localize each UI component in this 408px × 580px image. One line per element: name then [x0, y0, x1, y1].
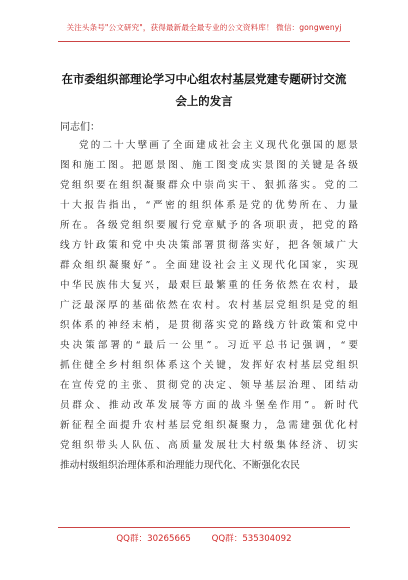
paragraph-line: 中华民族伟大复兴，最艰巨最繁重的任务依然在农村，最 — [60, 280, 358, 291]
paragraph-line: 在宣传党的主张、贯彻党的决定、领导基层治理、团结动 — [60, 380, 358, 391]
header-divider — [58, 41, 350, 42]
footer — [0, 532, 408, 544]
paragraph-line: 党组织带头人队伍、高质量发展壮大村级集体经济、切实 — [60, 440, 358, 451]
paragraph-line: 线方针政策和党中央决策部署贯彻落实好，把各领域广大 — [60, 240, 358, 251]
paragraph-line: 抓住健全乡村组织体系这个关键，发挥好农村基层党组织 — [60, 360, 358, 371]
paragraph-line: 党组织要在组织凝聚群众中崇尚实干、狠抓落实。党的二 — [60, 180, 358, 191]
header-banner: 关注头条号"公文研究"，获得最新最全最专业的公文资料库！ 微信：gongwenyj — [66, 23, 342, 32]
paragraph-line: 党的二十大擘画了全面建成社会主义现代化强国的愿景 — [79, 140, 358, 151]
paragraph-line: 央决策部署的“最后一公里”。习近平总书记强调，“要 — [60, 340, 358, 351]
body-paragraph — [60, 136, 358, 476]
paragraph-line: 十大报告指出，“严密的组织体系是党的优势所在、力量 — [60, 200, 358, 211]
paragraph-line: 新征程全面提升农村基层党组织凝聚力，急需建强优化村 — [60, 420, 358, 431]
title-line-2: 会上的发言 — [175, 94, 233, 108]
paragraph-line: 织体系的神经末梢，是贯彻落实党的路线方针政策和党中 — [60, 320, 358, 331]
footer-qq-group-1: QQ群：30265665 — [116, 534, 191, 544]
paragraph-line: 群众组织凝聚好”。全面建设社会主义现代化国家，实现 — [60, 260, 358, 271]
salutation: 同志们： — [60, 122, 100, 133]
paragraph-line: 广泛最深厚的基础依然在农村。农村基层党组织是党的组 — [60, 300, 358, 311]
paragraph-line: 员群众、推动改革发展等方面的战斗堡垒作用”。新时代 — [60, 400, 358, 411]
paragraph-line: 所在。各级党组织要履行党章赋予的各项职责，把党的路 — [60, 220, 358, 231]
paragraph-line: 推动村级组织治理体系和治理能力现代化、不断强化农民 — [60, 460, 300, 471]
footer-divider — [58, 527, 350, 528]
footer-qq-group-2: QQ群：535304092 — [211, 534, 292, 544]
document-title — [0, 68, 408, 112]
title-line-1: 在市委组织部理论学习中心组农村基层党建专题研讨交流 — [61, 72, 347, 86]
paragraph-line: 图和施工图。把愿景图、施工图变成实景图的关键是各级 — [60, 160, 358, 171]
